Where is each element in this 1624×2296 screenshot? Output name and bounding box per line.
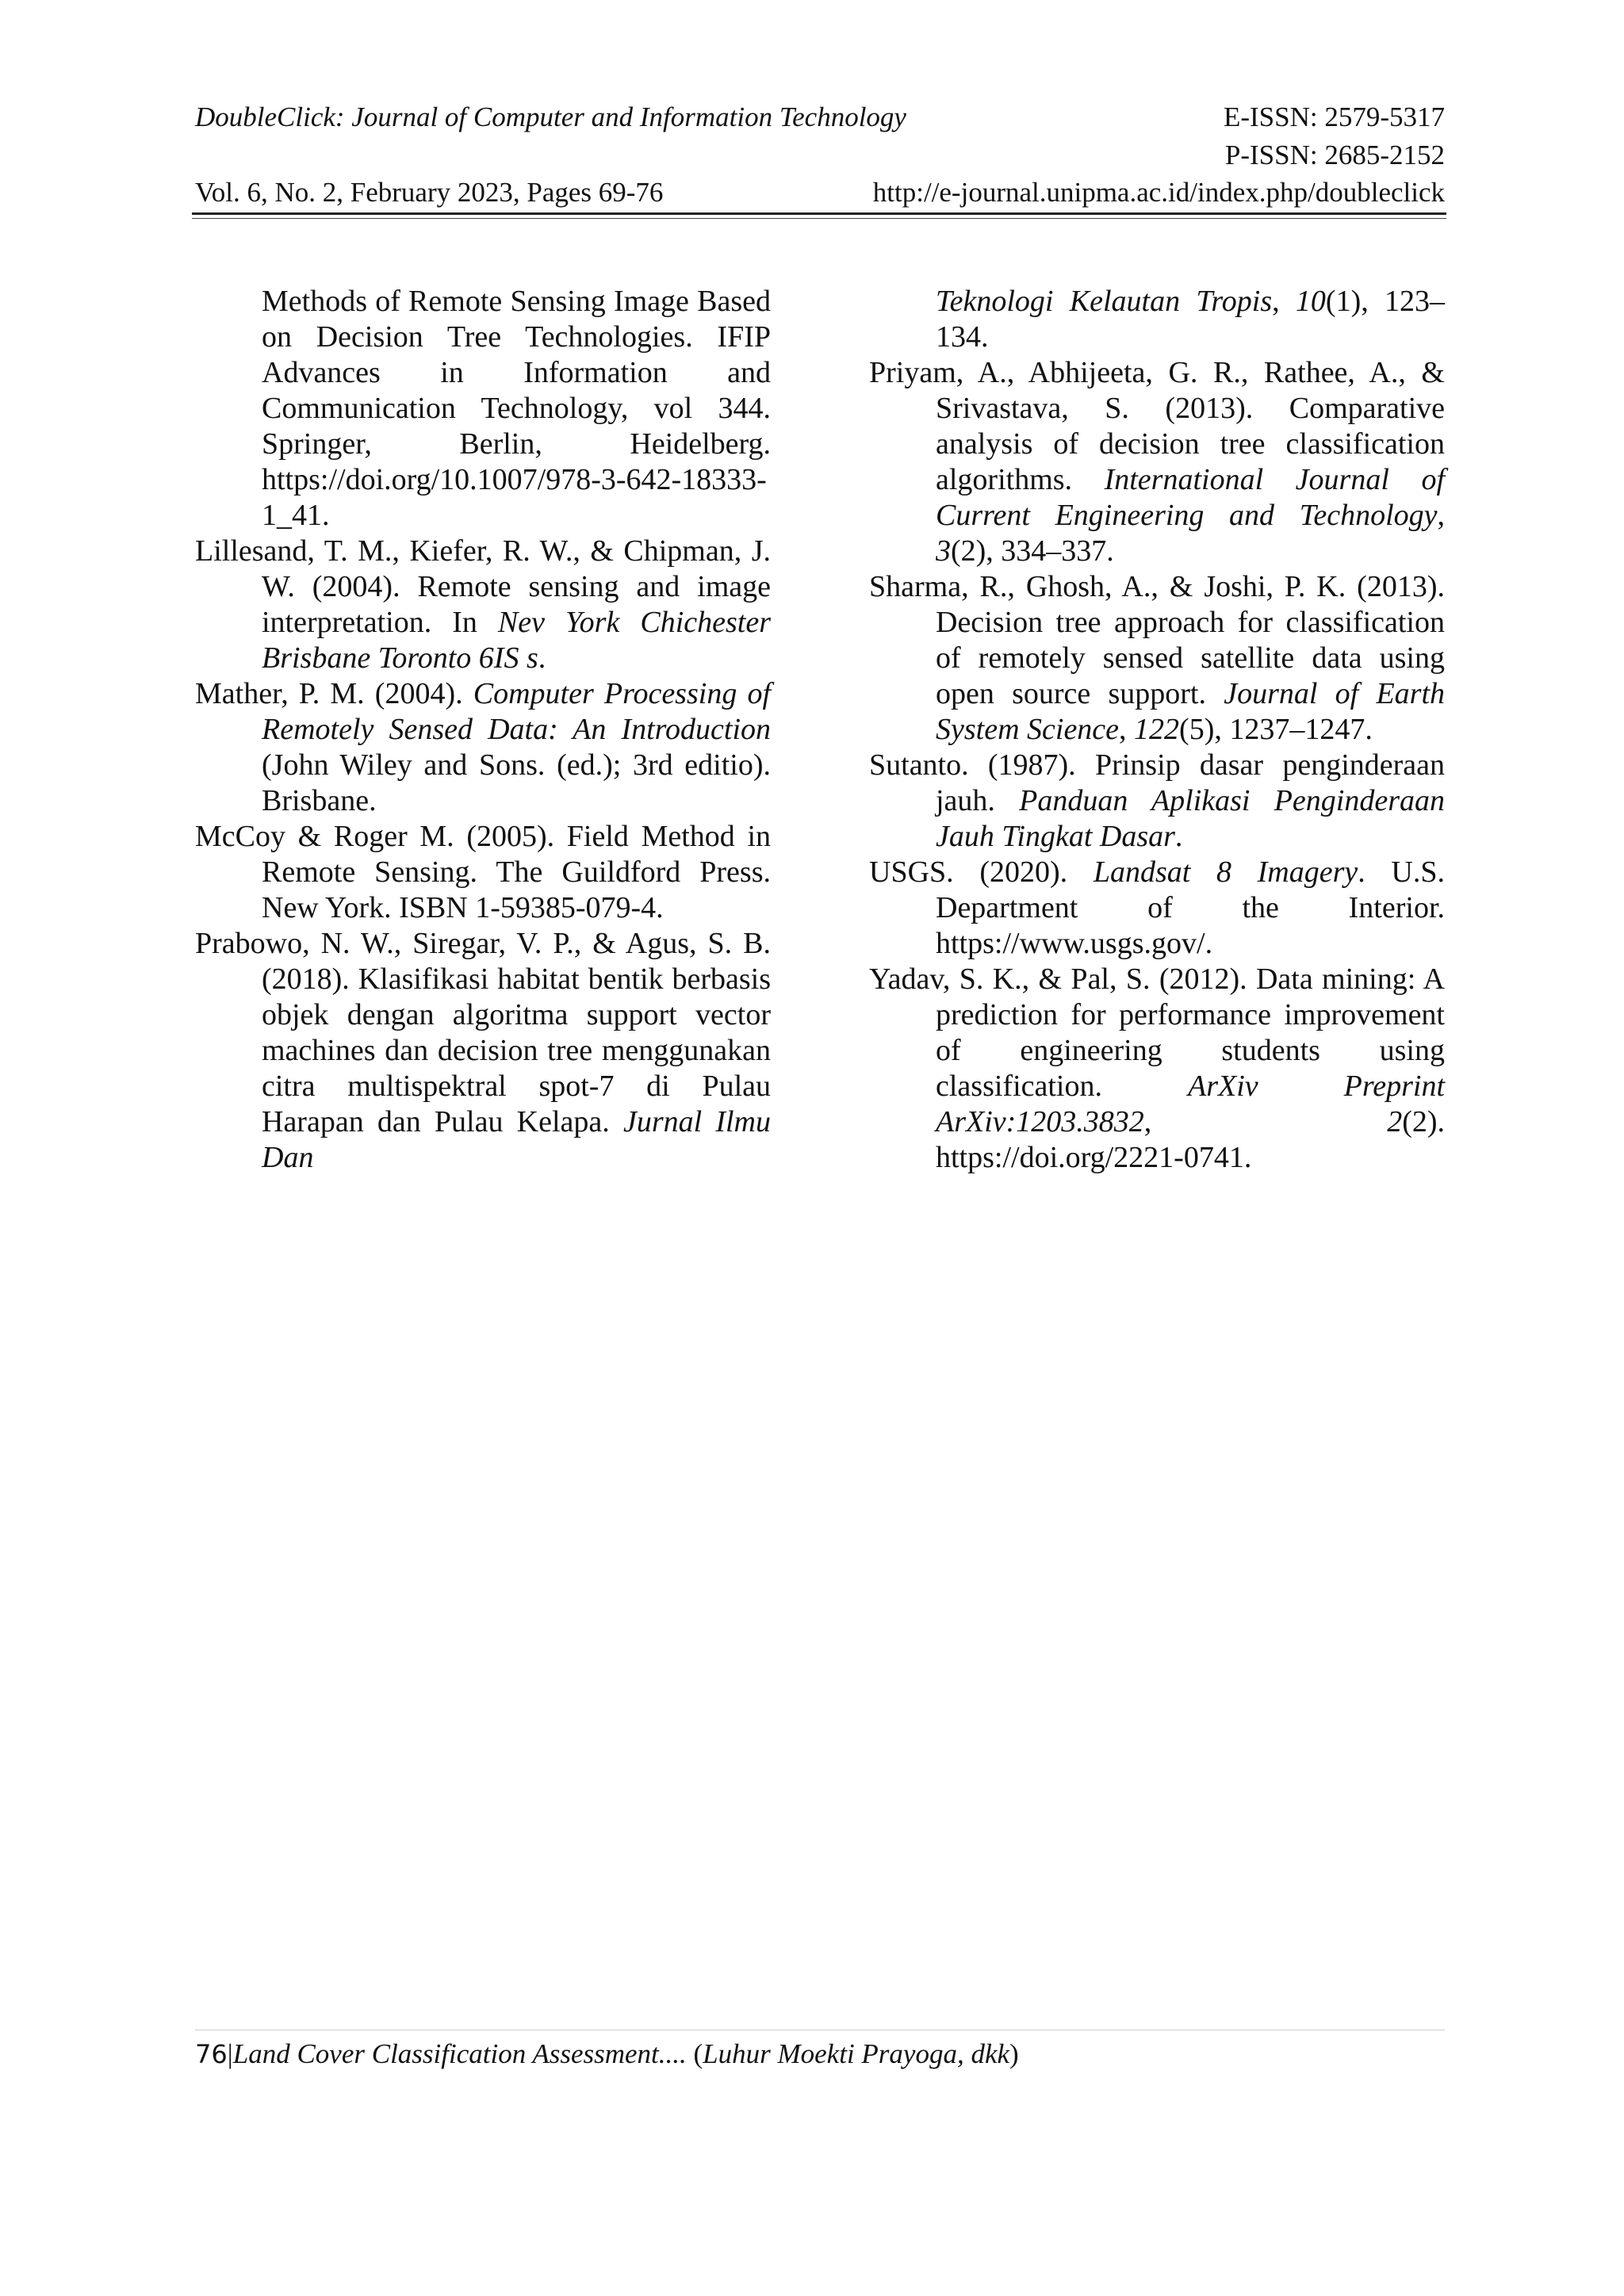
reference-item: Sharma, R., Ghosh, A., & Joshi, P. K. (2013). Decision tree approach for classification of remotely sensed satellite data using open source support. Journal of Earth System Science, 122(5), 1237–1247. [869, 570, 1445, 746]
page-number: 76 [195, 2039, 228, 2069]
reference-item: Prabowo, N. W., Siregar, V. P., & Agus, S. B. (2018). Klasifikasi habitat bentik berbasis objek dengan algoritma support vector machines dan decision tree menggunakan citra multispektral spot-7 di Pulau Harapan dan Pulau Kelapa. Jurnal Ilmu Dan [195, 927, 772, 1174]
reference-item: Yadav, S. K., & Pal, S. (2012). Data mining: A prediction for performance improvement of engineering students using classification. ArXiv Preprint ArXiv:1203.3832, 2(2). https://doi.org/2221-0741. [869, 962, 1446, 1174]
footer-separator: | [227, 2038, 233, 2069]
reference-item: Lillesand, T. M., Kiefer, R. W., & Chipman, J. W. (2004). Remote sensing and image interpretation. In Nev York Chichester Brisbane Toronto 6IS s. [195, 534, 771, 675]
reference-item: Sutanto. (1987). Prinsip dasar penginderaan jauh. Panduan Aplikasi Penginderaan Jauh Tingkat Dasar. [869, 748, 1445, 853]
reference-item: Methods of Remote Sensing Image Based on Decision Tree Technologies. IFIP Advances in Information and Communication Technology, vol 344. Springer, Berlin, Heidelberg. https://doi.org/10.1007/978-3-642-18333-1_41. [262, 285, 771, 532]
header-rule-thin [192, 218, 1446, 219]
footer-close-paren: ) [1009, 2038, 1019, 2069]
header-rule-thick [192, 212, 1446, 215]
references-right-column [869, 284, 1445, 1176]
reference-item: USGS. (2020). Landsat 8 Imagery. U.S. Department of the Interior. https://www.usgs.gov/. [869, 855, 1445, 960]
reference-item: Priyam, A., Abhijeeta, G. R., Rathee, A., & Srivastava, S. (2013). Comparative analysis of decision tree classification algorithms. International Journal of Current Engineering and Technology, 3(2), 334–337. [869, 356, 1445, 568]
reference-item: Teknologi Kelautan Tropis, 10(1), 123–134. [936, 285, 1446, 354]
eissn: E-ISSN: 2579-5317 [1223, 101, 1445, 132]
page-footer [195, 2036, 1019, 2072]
footer-title: Land Cover Classification Assessment.... [232, 2038, 687, 2069]
pissn: P-ISSN: 2685-2152 [1224, 140, 1445, 170]
journal-title: DoubleClick: Journal of Computer and Information Technology [195, 101, 906, 132]
volume-info: Vol. 6, No. 2, February 2023, Pages 69-76 [195, 177, 664, 208]
references-left-column [195, 284, 771, 1176]
footer-open-paren: ( [686, 2038, 703, 2069]
journal-url[interactable]: http://e-journal.unipma.ac.id/index.php/doubleclick [872, 177, 1445, 208]
footer-authors: Luhur Moekti Prayoga, dkk [703, 2038, 1010, 2069]
reference-item: McCoy & Roger M. (2005). Field Method in Remote Sensing. The Guildford Press. New York. ISBN 1-59385-079-4. [195, 820, 771, 924]
reference-item: Mather, P. M. (2004). Computer Processing of Remotely Sensed Data: An Introduction (John Wiley and Sons. (ed.); 3rd editio). Brisbane. [195, 677, 771, 817]
